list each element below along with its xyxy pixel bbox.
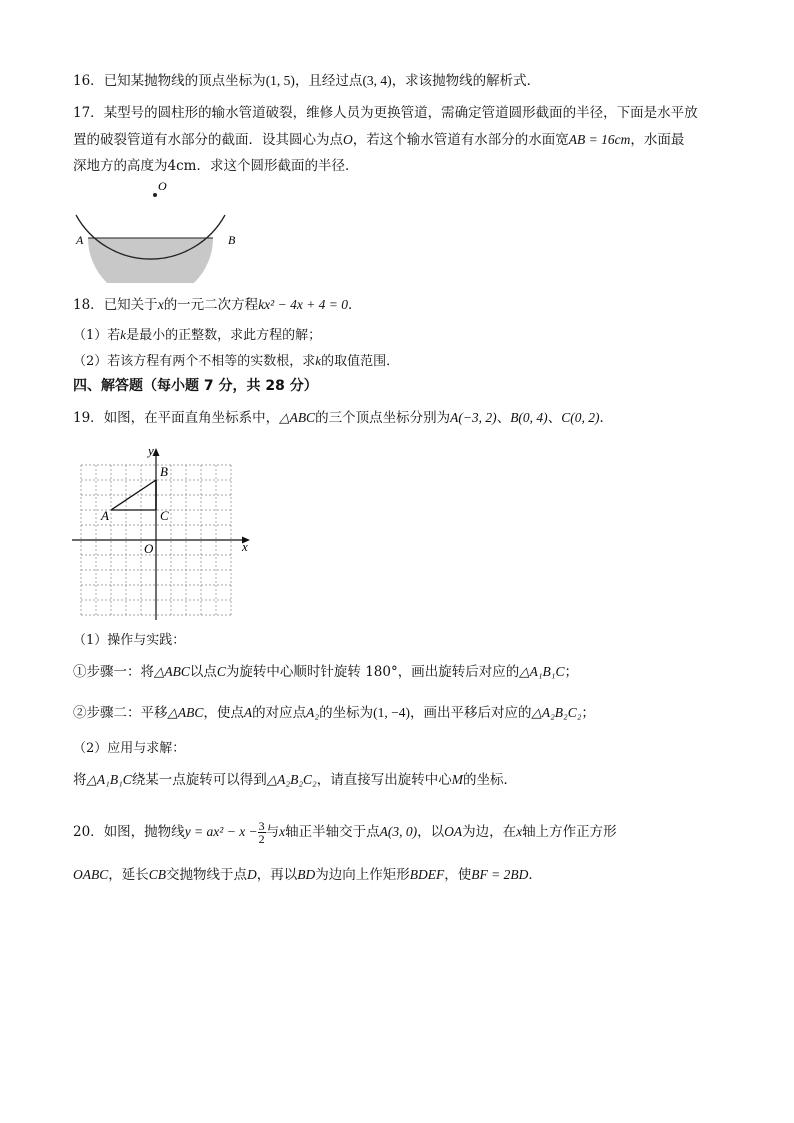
q16-text: 已知某抛物线的顶点坐标为: [103, 73, 266, 89]
q19-step1-text: 为旋转中心顺时针旋转 180°，画出旋转后对应的: [225, 664, 520, 680]
label-origin: O: [144, 541, 154, 556]
q19-part-1-title: （1）操作与实践：: [73, 633, 186, 648]
variable-x: x: [516, 824, 523, 839]
triangle-abc: △ABC: [154, 664, 190, 679]
q20-text: ，延长: [108, 867, 149, 883]
vertex-coordinate: (1, 5): [265, 73, 295, 88]
q17-text: ，水面最: [630, 132, 685, 148]
q19-step1-text: ①步骤一：将: [73, 664, 154, 680]
question-17-line-2: [73, 131, 684, 149]
question-20-line-1: [73, 818, 617, 846]
separator: 、: [547, 410, 562, 426]
q20-text: 与: [265, 824, 280, 840]
q19-application: [73, 771, 517, 789]
q17-text: ，若这个输水管道有水部分的水面宽: [352, 132, 569, 148]
q19-text: 的三个顶点坐标分别为: [315, 410, 451, 426]
q18-part1-text: （1）若: [73, 328, 121, 343]
q19-app-text: ，请直接写出旋转中心: [316, 772, 452, 788]
q20-text: 交抛物线于点: [166, 867, 248, 883]
center-label: O: [343, 132, 353, 147]
variable-k: k: [315, 353, 322, 368]
question-number: 17．: [73, 105, 104, 121]
q19-app-text: 将: [73, 772, 87, 788]
q19-step-1: [73, 663, 578, 681]
q20-text: 轴上方作正方形: [522, 824, 617, 840]
question-18-part-1: [73, 326, 321, 345]
point-b: B(0, 4): [510, 410, 548, 425]
question-number: 16．: [73, 73, 104, 89]
point-c-label: C: [216, 664, 226, 679]
q20-text: ，以: [417, 824, 445, 840]
q19-step2-text: ②步骤二：平移: [73, 705, 168, 721]
variable-k: k: [120, 327, 127, 342]
water-region: [88, 238, 213, 283]
q16-text: ，求该抛物线的解析式．: [391, 73, 541, 89]
label-o: O: [158, 179, 167, 193]
ab-equation: AB = 16cm: [568, 132, 631, 147]
q19-step2-text: ，画出平移后对应的: [409, 705, 532, 721]
point-a-label: A: [243, 705, 253, 720]
square-oabc: OABC: [73, 867, 109, 882]
quadratic-equation: kx² − 4x + 4 = 0: [258, 297, 349, 312]
q19-step1-text: ；: [564, 664, 578, 680]
coordinate-grid-figure: [68, 440, 258, 625]
section-heading: 四、解答题（每小题 7 分，共 28 分）: [73, 378, 318, 394]
question-number: 18．: [73, 297, 104, 313]
label-a: A: [76, 233, 84, 247]
q20-text: ．: [528, 867, 542, 883]
q19-step2-text: ，使点: [203, 705, 244, 721]
variable-x: x: [279, 824, 286, 839]
fraction-denominator: 2: [258, 832, 265, 846]
q20-text: 为边，在: [462, 824, 517, 840]
q19-step2-text: 的坐标为: [319, 705, 374, 721]
point-a: A(−3, 2): [450, 410, 497, 425]
q16-text: ，且经过点: [294, 73, 363, 89]
bf-equation: BF = 2BD: [471, 867, 529, 882]
q19-app-text: 绕某一点旋转可以得到: [131, 772, 267, 788]
label-y-axis: y: [148, 443, 154, 458]
segment-bd: BD: [297, 867, 316, 882]
q18-text: ．: [348, 297, 362, 313]
point-a2-label: A₂: [306, 705, 320, 720]
question-16: [73, 72, 540, 90]
question-18: [73, 296, 362, 314]
q19-app-text: 的坐标．: [463, 772, 517, 788]
q17-text: 某型号的圆柱形的输水管道破裂，维修人员为更换管道，需确定管道圆形截面的半径，下面是水平放: [103, 105, 698, 121]
label-b: B: [228, 233, 236, 247]
q19-step2-text: 的对应点: [252, 705, 307, 721]
question-number: 19．: [73, 410, 104, 426]
point-d: D: [247, 867, 257, 882]
q18-part1-text: 是最小的正整数，求此方程的解；: [126, 328, 322, 343]
q19-step-2: [73, 704, 595, 722]
center-point: [153, 193, 157, 197]
q19-step1-text: 以点: [189, 664, 217, 680]
q20-text: ，再以: [256, 867, 298, 883]
parabola-equation: y = ax² − x −: [184, 824, 258, 839]
label-x-axis: x: [242, 539, 248, 554]
q18-part2-text: （2）若该方程有两个不相等的实数根，求: [73, 354, 316, 369]
q18-text: 已知关于: [103, 297, 158, 313]
q20-text: 为边向上作矩形: [315, 867, 410, 883]
triangle-a1b1c: △A₁B₁C: [519, 664, 565, 679]
pipe-cross-section-figure: [70, 178, 250, 283]
a2-coordinate: (1, −4): [373, 705, 410, 720]
fraction-numerator: 3: [258, 819, 265, 833]
rectangle-bdef: BDEF: [409, 867, 445, 882]
question-number: 20．: [73, 824, 104, 840]
rotation-center-label: M: [451, 772, 463, 787]
triangle-abc: △ABC: [279, 410, 316, 425]
point-coordinate: (3, 4): [362, 73, 392, 88]
label-b: B: [160, 464, 168, 479]
label-a: A: [101, 508, 109, 523]
question-19: [73, 409, 613, 427]
question-17-line-3: [73, 157, 358, 175]
q19-step2-text: ；: [581, 705, 595, 721]
q19-text: 如图，在平面直角坐标系中，: [103, 410, 280, 426]
variable-x: x: [157, 297, 164, 312]
question-17-line-1: [73, 104, 698, 122]
triangle-abc: △ABC: [167, 705, 204, 720]
fraction-three-halves: [258, 820, 266, 845]
point-a: A(3, 0): [379, 824, 418, 839]
q17-text: 置的破裂管道有水部分的截面．设其圆心为点: [73, 132, 343, 148]
q19-text: ．: [599, 410, 613, 426]
q17-text: 深地方的高度为4cm．求这个圆形截面的半径．: [73, 158, 359, 174]
segment-cb: CB: [148, 867, 167, 882]
label-c: C: [160, 508, 169, 523]
question-20-line-2: [73, 866, 542, 884]
triangle-a2b2c2: △A₂B₂C₂: [531, 705, 582, 720]
q20-text: 轴正半轴交于点: [285, 824, 380, 840]
q18-text: 的一元二次方程: [163, 297, 259, 313]
triangle-a2b2c2: △A₂B₂C₂: [266, 772, 317, 787]
q19-part-2-title: （2）应用与求解：: [73, 741, 186, 756]
q18-part2-text: 的取值范围．: [321, 354, 400, 369]
question-18-part-2: [73, 352, 399, 371]
q20-text: ，使: [444, 867, 472, 883]
segment-oa: OA: [444, 824, 463, 839]
triangle-a1b1c: △A₁B₁C: [86, 772, 132, 787]
q20-text: 如图，抛物线: [103, 824, 185, 840]
point-c: C(0, 2): [561, 410, 600, 425]
separator: 、: [496, 410, 511, 426]
